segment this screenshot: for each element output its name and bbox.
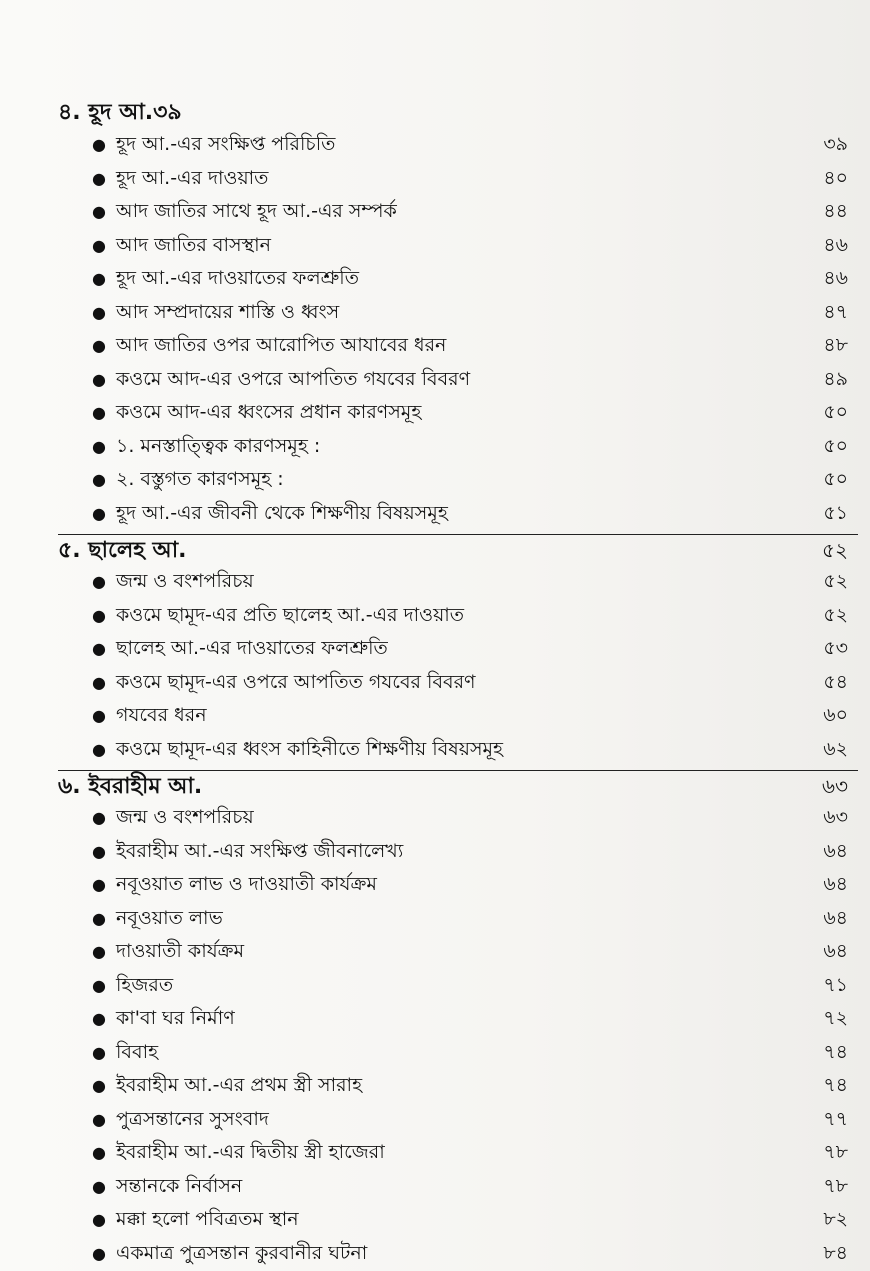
bullet-icon: ● bbox=[92, 639, 106, 658]
entry-page: ৬৪ bbox=[823, 839, 848, 862]
toc-entry bbox=[58, 666, 858, 700]
entry-page: ৬০ bbox=[823, 704, 848, 726]
toc-entry bbox=[58, 363, 858, 397]
entry-page: ৭৪ bbox=[823, 1074, 848, 1096]
section-title: ৫. ছালেহ আ. bbox=[58, 538, 187, 563]
entry-title: নবূওয়াত লাভ ও দাওয়াতী কার্যক্রম bbox=[116, 873, 377, 895]
entry-title: ইবরাহীম আ.-এর দ্বিতীয় স্ত্রী হাজেরা bbox=[116, 1141, 385, 1163]
toc-entry bbox=[58, 835, 858, 869]
toc-entry bbox=[58, 733, 858, 767]
bullet-icon: ● bbox=[92, 503, 106, 523]
table-of-contents bbox=[58, 98, 858, 1270]
entry-title: বিবাহ bbox=[116, 1040, 159, 1063]
section-title: ৬. ইবরাহীম আ. bbox=[58, 774, 203, 799]
toc-entry bbox=[58, 868, 858, 902]
entry-page: ৬৪ bbox=[823, 906, 848, 929]
toc-entry bbox=[58, 699, 858, 733]
toc-entry bbox=[58, 1069, 858, 1103]
entry-title: মক্কা হলো পবিত্রতম স্থান bbox=[116, 1208, 299, 1230]
bullet-icon: ● bbox=[92, 1210, 106, 1229]
toc-entry bbox=[58, 396, 858, 430]
bullet-icon: ● bbox=[92, 1076, 106, 1095]
entry-page: ৫৩ bbox=[823, 637, 848, 659]
entry-page: ৭৮ bbox=[823, 1174, 848, 1197]
entry-page: ৫১ bbox=[823, 501, 848, 524]
entry-title: কা'বা ঘর নির্মাণ bbox=[116, 1007, 235, 1029]
entry-page: ৪৭ bbox=[823, 300, 848, 323]
bullet-icon: ● bbox=[92, 1143, 106, 1162]
entry-title: হূদ আ.-এর দাওয়াত bbox=[116, 166, 269, 189]
entry-title: আদ জাতির ওপর আরোপিত আযাবের ধরন bbox=[116, 334, 447, 356]
bullet-icon: ● bbox=[92, 1176, 106, 1196]
entry-page: ৪৮ bbox=[823, 334, 848, 356]
bullet-icon: ● bbox=[92, 135, 106, 154]
entry-page: ৬২ bbox=[823, 737, 848, 760]
bullet-icon: ● bbox=[92, 739, 106, 759]
entry-title: হূদ আ.-এর দাওয়াতের ফলশ্রুতি bbox=[116, 267, 359, 289]
toc-entry bbox=[58, 565, 858, 599]
entry-page: ৬৪ bbox=[823, 873, 848, 895]
toc-entry bbox=[58, 1203, 858, 1237]
toc-entry bbox=[58, 935, 858, 969]
section-page: ৫২ bbox=[822, 538, 848, 562]
bullet-icon: ● bbox=[92, 841, 106, 861]
entry-title: হূদ আ.-এর সংক্ষিপ্ত পরিচিতি bbox=[116, 133, 336, 155]
entry-title: কওমে ছামূদ-এর প্রতি ছালেহ আ.-এর দাওয়াত bbox=[116, 603, 465, 626]
entry-title: কওমে আদ-এর ধ্বংসের প্রধান কারণসমূহ bbox=[116, 401, 422, 423]
toc-entry bbox=[58, 1103, 858, 1137]
entry-title: হূদ আ.-এর জীবনী থেকে শিক্ষণীয় বিষয়সমূহ bbox=[116, 501, 448, 524]
bullet-icon: ● bbox=[92, 672, 106, 692]
toc-entry bbox=[58, 128, 858, 162]
entry-page: ৬৩ bbox=[823, 806, 848, 828]
section-heading bbox=[58, 770, 858, 801]
entry-page: ৪৯ bbox=[823, 367, 848, 390]
toc-entry bbox=[58, 497, 858, 531]
toc-entry bbox=[58, 599, 858, 633]
entry-page: ৫৪ bbox=[823, 670, 848, 693]
bullet-icon: ● bbox=[92, 269, 106, 288]
bullet-icon: ● bbox=[92, 572, 106, 591]
entry-page: ৬৪ bbox=[823, 940, 848, 962]
entry-page: ৮২ bbox=[823, 1208, 848, 1230]
entry-title: জন্ম ও বংশপরিচয় bbox=[116, 570, 254, 592]
toc-entry bbox=[58, 1136, 858, 1170]
toc-entry bbox=[58, 262, 858, 296]
entry-page: ৩৯ bbox=[823, 133, 848, 155]
entry-page: ৪০ bbox=[823, 166, 848, 189]
section-heading bbox=[58, 534, 858, 565]
bullet-icon: ● bbox=[92, 875, 106, 894]
toc-entry bbox=[58, 902, 858, 936]
section-page: ৬৩ bbox=[821, 774, 848, 798]
toc-entry bbox=[58, 296, 858, 330]
entry-page: ৭২ bbox=[823, 1007, 848, 1029]
bullet-icon: ● bbox=[92, 202, 106, 221]
toc-entry bbox=[58, 430, 858, 464]
entry-title: জন্ম ও বংশপরিচয় bbox=[116, 806, 254, 828]
toc-entry bbox=[58, 463, 858, 497]
entry-title: আদ সম্প্রদায়ের শাস্তি ও ধ্বংস bbox=[116, 300, 340, 323]
toc-entry bbox=[58, 1036, 858, 1070]
section-heading bbox=[58, 98, 858, 128]
bullet-icon: ● bbox=[92, 235, 106, 255]
bullet-icon: ● bbox=[92, 975, 106, 995]
entry-page: ৫০ bbox=[823, 434, 848, 457]
entry-page: ৫২ bbox=[823, 570, 848, 592]
entry-page: ৪৬ bbox=[823, 233, 848, 256]
bullet-icon: ● bbox=[92, 908, 106, 928]
entry-title: কওমে ছামূদ-এর ওপরে আপতিত গযবের বিবরণ bbox=[116, 670, 476, 693]
toc-entry bbox=[58, 801, 858, 835]
bullet-icon: ● bbox=[92, 369, 106, 389]
bullet-icon: ● bbox=[92, 605, 106, 625]
bullet-icon: ● bbox=[92, 808, 106, 827]
entry-title: কওমে আদ-এর ওপরে আপতিত গযবের বিবরণ bbox=[116, 367, 471, 390]
bullet-icon: ● bbox=[92, 470, 106, 489]
toc-entry bbox=[58, 632, 858, 666]
bullet-icon: ● bbox=[92, 336, 106, 355]
entry-title: ইবরাহীম আ.-এর সংক্ষিপ্ত জীবনালেখ্য bbox=[116, 839, 404, 862]
entry-page: ৭৪ bbox=[823, 1040, 848, 1063]
toc-entry bbox=[58, 229, 858, 263]
entry-title: আদ জাতির বাসস্থান bbox=[116, 233, 271, 256]
entry-title: হিজরত bbox=[116, 973, 174, 996]
entry-page: ৫২ bbox=[823, 603, 848, 626]
toc-entry bbox=[58, 1170, 858, 1204]
entry-page: ৫০ bbox=[823, 468, 848, 490]
entry-page: ৮৪ bbox=[823, 1241, 848, 1264]
bullet-icon: ● bbox=[92, 168, 106, 188]
entry-title: একমাত্র পুত্রসন্তান কুরবানীর ঘটনা bbox=[116, 1241, 368, 1264]
entry-title: কওমে ছামূদ-এর ধ্বংস কাহিনীতে শিক্ষণীয় বিষয়সমূহ bbox=[116, 737, 504, 760]
bullet-icon: ● bbox=[92, 1009, 106, 1028]
toc-entry bbox=[58, 1002, 858, 1036]
bullet-icon: ● bbox=[92, 706, 106, 725]
bullet-icon: ● bbox=[92, 1243, 106, 1263]
entry-page: ৫০ bbox=[823, 401, 848, 423]
entry-title: ২. বস্তুগত কারণসমূহ : bbox=[116, 468, 284, 490]
entry-title: পুত্রসন্তানের সুসংবাদ bbox=[116, 1107, 269, 1130]
entry-page: ৭৮ bbox=[823, 1141, 848, 1163]
toc-entry bbox=[58, 195, 858, 229]
entry-title: ইবরাহীম আ.-এর প্রথম স্ত্রী সারাহ bbox=[116, 1074, 363, 1096]
toc-entry bbox=[58, 329, 858, 363]
bullet-icon: ● bbox=[92, 436, 106, 456]
bullet-icon: ● bbox=[92, 302, 106, 322]
entry-page: ৭৭ bbox=[823, 1107, 848, 1130]
toc-entry bbox=[58, 162, 858, 196]
bullet-icon: ● bbox=[92, 1042, 106, 1062]
entry-page: ৭১ bbox=[823, 973, 848, 996]
bullet-icon: ● bbox=[92, 403, 106, 422]
entry-title: সন্তানকে নির্বাসন bbox=[116, 1174, 243, 1197]
section-title: ৪. হূদ আ.৩৯ bbox=[58, 100, 182, 125]
bullet-icon: ● bbox=[92, 942, 106, 961]
entry-title: আদ জাতির সাথে হূদ আ.-এর সম্পর্ক bbox=[116, 200, 397, 222]
entry-title: দাওয়াতী কার্যক্রম bbox=[116, 940, 245, 962]
entry-title: ১. মনস্তাত্ত্বিক কারণসমূহ : bbox=[116, 434, 321, 457]
bullet-icon: ● bbox=[92, 1109, 106, 1129]
entry-page: ৪৪ bbox=[823, 200, 848, 222]
entry-title: গযবের ধরন bbox=[116, 704, 207, 726]
toc-entry bbox=[58, 969, 858, 1003]
entry-title: ছালেহ আ.-এর দাওয়াতের ফলশ্রুতি bbox=[116, 637, 388, 659]
entry-page: ৪৬ bbox=[823, 267, 848, 289]
entry-title: নবূওয়াত লাভ bbox=[116, 906, 223, 929]
toc-entry bbox=[58, 1237, 858, 1271]
